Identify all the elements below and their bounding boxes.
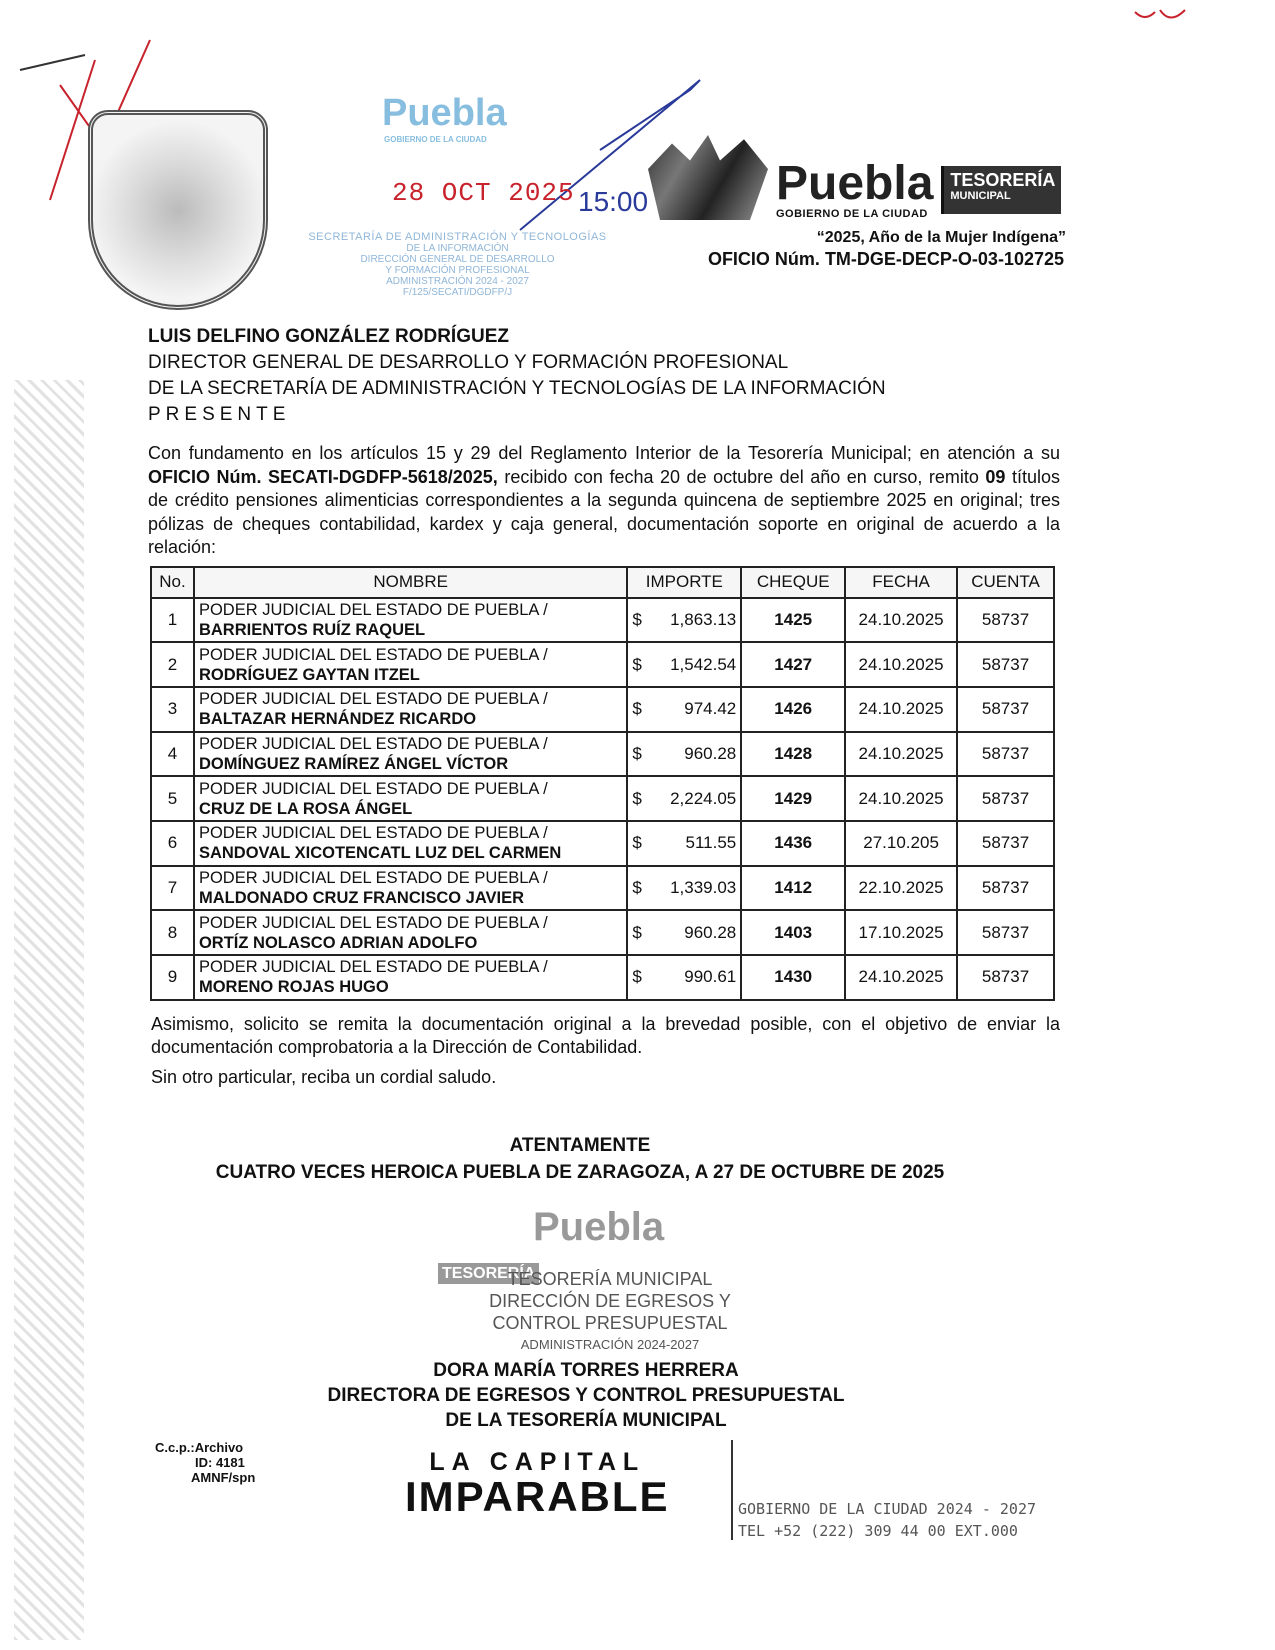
footer-divider bbox=[731, 1440, 733, 1540]
row-number: 1 bbox=[151, 598, 194, 643]
cheque-number: 1428 bbox=[741, 732, 845, 777]
tesoreria-logo: Puebla GOBIERNO DE LA CIUDAD TESORERÍA MUNICIPAL bbox=[648, 135, 1061, 220]
signature-stamp-text: TESORERÍA MUNICIPAL DIRECCIÓN DE EGRESOS Y CONTROL PRESUPUESTAL ADMINISTRACIÓN 2024-2027 bbox=[489, 1269, 731, 1352]
account: 58737 bbox=[957, 732, 1054, 777]
row-number: 7 bbox=[151, 866, 194, 911]
table-row bbox=[151, 732, 1054, 777]
cheque-number: 1429 bbox=[741, 776, 845, 821]
amount: $ 974.42 bbox=[627, 687, 741, 732]
row-number: 9 bbox=[151, 955, 194, 1000]
column-header: IMPORTE bbox=[627, 567, 741, 598]
account: 58737 bbox=[957, 598, 1054, 643]
date: 24.10.2025 bbox=[845, 687, 957, 732]
date: 24.10.2025 bbox=[845, 598, 957, 643]
account: 58737 bbox=[957, 821, 1054, 866]
row-number: 2 bbox=[151, 642, 194, 687]
row-number: 8 bbox=[151, 910, 194, 955]
account: 58737 bbox=[957, 955, 1054, 1000]
signer-dept: DE LA TESORERÍA MUNICIPAL bbox=[445, 1410, 727, 1431]
date: 24.10.2025 bbox=[845, 955, 957, 1000]
column-header: NOMBRE bbox=[194, 567, 627, 598]
date: 17.10.2025 bbox=[845, 910, 957, 955]
date: 24.10.2025 bbox=[845, 776, 957, 821]
signature-stamp-logo: Puebla TESORERÍA bbox=[438, 1205, 768, 1265]
year-motto: “2025, Año de la Mujer Indígena” bbox=[816, 229, 1066, 246]
row-number: 4 bbox=[151, 732, 194, 777]
table-row bbox=[151, 598, 1054, 643]
column-header: FECHA bbox=[845, 567, 957, 598]
amount: $ 960.28 bbox=[627, 910, 741, 955]
logo-emblem-icon bbox=[648, 135, 768, 220]
atentamente: ATENTAMENTE bbox=[509, 1135, 651, 1156]
payee: PODER JUDICIAL DEL ESTADO DE PUEBLA / BALTAZAR HERNÁNDEZ RICARDO bbox=[194, 687, 627, 732]
column-header: CHEQUE bbox=[741, 567, 845, 598]
cheque-number: 1426 bbox=[741, 687, 845, 732]
date: 24.10.2025 bbox=[845, 732, 957, 777]
row-number: 5 bbox=[151, 776, 194, 821]
cheque-number: 1425 bbox=[741, 598, 845, 643]
signer-name: DORA MARÍA TORRES HERRERA bbox=[433, 1360, 739, 1381]
received-date: 28 OCT 2025 bbox=[392, 178, 575, 208]
row-number: 3 bbox=[151, 687, 194, 732]
farewell: Sin otro particular, reciba un cordial saludo. bbox=[151, 1066, 497, 1087]
table-row bbox=[151, 910, 1054, 955]
account: 58737 bbox=[957, 776, 1054, 821]
table-row bbox=[151, 687, 1054, 732]
cheque-number: 1412 bbox=[741, 866, 845, 911]
amount: $ 990.61 bbox=[627, 955, 741, 1000]
payee: PODER JUDICIAL DEL ESTADO DE PUEBLA / MALDONADO CRUZ FRANCISCO JAVIER bbox=[194, 866, 627, 911]
payee: PODER JUDICIAL DEL ESTADO DE PUEBLA / ORTÍZ NOLASCO ADRIAN ADOLFO bbox=[194, 910, 627, 955]
city-seal bbox=[88, 110, 268, 310]
payee: PODER JUDICIAL DEL ESTADO DE PUEBLA / MORENO ROJAS HUGO bbox=[194, 955, 627, 1000]
column-header: No. bbox=[151, 567, 194, 598]
table-row bbox=[151, 776, 1054, 821]
date: 24.10.2025 bbox=[845, 642, 957, 687]
amount: $ 960.28 bbox=[627, 732, 741, 777]
payee: PODER JUDICIAL DEL ESTADO DE PUEBLA / BARRIENTOS RUÍZ RAQUEL bbox=[194, 598, 627, 643]
amount: $ 2,224.05 bbox=[627, 776, 741, 821]
table-row bbox=[151, 821, 1054, 866]
cheque-number: 1403 bbox=[741, 910, 845, 955]
date: 27.10.205 bbox=[845, 821, 957, 866]
footer-contact: GOBIERNO DE LA CIUDAD 2024 - 2027 TEL +52 (222) 309 44 00 EXT.000 bbox=[738, 1500, 1037, 1540]
body-paragraph: Con fundamento en los artículos 15 y 29 del Reglamento Interior de la Tesorería Municipal; en atención a su OFICIO Núm. SECATI-DGDFP-5618/2025, recibido con fecha 20 de octubre del año en curso, remito 09 títulos de crédito pensiones alimenticias correspondientes a la segunda quincena de septiembre 2025 en original; tres pólizas de cheques contabilidad, kardex y caja general, documentación soporte en original de acuerdo a la relación: bbox=[148, 443, 1061, 557]
payee: PODER JUDICIAL DEL ESTADO DE PUEBLA / SANDOVAL XICOTENCATL LUZ DEL CARMEN bbox=[194, 821, 627, 866]
letter-body bbox=[148, 442, 1060, 1088]
addressee: LUIS DELFINO GONZÁLEZ RODRÍGUEZ DIRECTOR GENERAL DE DESARROLLO Y FORMACIÓN PROFESIONAL DE LA SECRETARÍA DE ADMINISTRACIÓN Y TECNOLOGÍAS DE LA INFORMACIÓN PRESENTE bbox=[148, 326, 886, 425]
amount: $ 1,339.03 bbox=[627, 866, 741, 911]
cheque-number: 1436 bbox=[741, 821, 845, 866]
oficio-number: OFICIO Núm. TM-DGE-DECP-O-03-102725 bbox=[707, 249, 1064, 269]
payee: PODER JUDICIAL DEL ESTADO DE PUEBLA / RODRÍGUEZ GAYTAN ITZEL bbox=[194, 642, 627, 687]
amount: $ 1,863.13 bbox=[627, 598, 741, 643]
table-row bbox=[151, 866, 1054, 911]
account: 58737 bbox=[957, 687, 1054, 732]
checks-table bbox=[150, 566, 1055, 1001]
cheque-number: 1430 bbox=[741, 955, 845, 1000]
place-date: CUATRO VECES HEROICA PUEBLA DE ZARAGOZA, A 27 DE OCTUBRE DE 2025 bbox=[215, 1162, 945, 1183]
decorative-border bbox=[14, 380, 84, 1640]
payee: PODER JUDICIAL DEL ESTADO DE PUEBLA / CRUZ DE LA ROSA ÁNGEL bbox=[194, 776, 627, 821]
account: 58737 bbox=[957, 866, 1054, 911]
slogan-logo: LA CAPITAL IMPARABLE bbox=[405, 1448, 670, 1520]
request-paragraph: Asimismo, solicito se remita la documentación original a la brevedad posible, con el objetivo de enviar la documentación comprobatoria a la Dirección de Contabilidad. bbox=[151, 1013, 1060, 1057]
row-number: 6 bbox=[151, 821, 194, 866]
amount: $ 511.55 bbox=[627, 821, 741, 866]
table-row bbox=[151, 642, 1054, 687]
received-stamp-logo: Puebla GOBIERNO DE LA CIUDAD bbox=[382, 92, 507, 144]
payee: PODER JUDICIAL DEL ESTADO DE PUEBLA / DOMÍNGUEZ RAMÍREZ ÁNGEL VÍCTOR bbox=[194, 732, 627, 777]
amount: $ 1,542.54 bbox=[627, 642, 741, 687]
signer-title: DIRECTORA DE EGRESOS Y CONTROL PRESUPUESTAL bbox=[327, 1385, 845, 1406]
date: 22.10.2025 bbox=[845, 866, 957, 911]
received-stamp-text: SECRETARÍA DE ADMINISTRACIÓN Y TECNOLOGÍAS DE LA INFORMACIÓN DIRECCIÓN GENERAL DE DESARROLLO Y FORMACIÓN PROFESIONAL ADMINISTRACIÓN 2024 - 2027 F/125/SECATI/DGDFP/J bbox=[308, 231, 607, 298]
ccp-block: C.c.p.:Archivo ID: 4181 AMNF/spn bbox=[155, 1440, 256, 1485]
column-header: CUENTA bbox=[957, 567, 1054, 598]
cheque-number: 1427 bbox=[741, 642, 845, 687]
table-row bbox=[151, 955, 1054, 1000]
account: 58737 bbox=[957, 642, 1054, 687]
account: 58737 bbox=[957, 910, 1054, 955]
received-time: 15:00 bbox=[578, 186, 649, 217]
